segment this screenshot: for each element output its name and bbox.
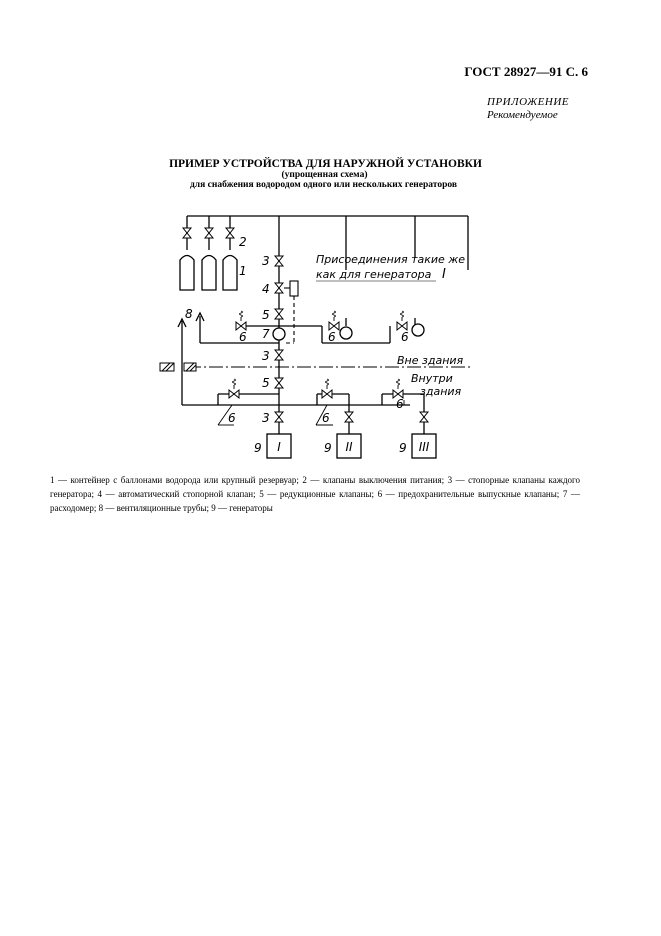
generator-valves [275, 412, 428, 422]
generator-2-label: II [345, 440, 353, 454]
relief-valves-lower [229, 379, 403, 398]
vent-pipe [178, 319, 186, 405]
label-2: 2 [239, 235, 247, 249]
label-6-c: 6 [401, 330, 409, 344]
label-9-c: 9 [399, 441, 407, 455]
inside-building-label-2: здания [420, 385, 462, 398]
figure-legend: 1 — контейнер с баллонами водорода или крупный резервуар; 2 — клапаны выключения питания; 3 — стопорные клапаны каждого генератора; 4 — автоматический стопорной клапан; 5 — редукционные клапаны; 6 — предохранительные выпускные клапаны; 7 — расходомер; 8 — вентиляционные трубы; 9 — генераторы [50, 475, 580, 513]
label-8: 8 [185, 307, 193, 321]
label-3-top: 3 [262, 254, 270, 268]
label-3-low: 3 [262, 411, 270, 425]
title-line-1: ПРИМЕР УСТРОЙСТВА ДЛЯ НАРУЖНОЙ УСТАНОВКИ [169, 158, 482, 170]
zone-labels [397, 354, 464, 398]
label-3-mid: 3 [262, 349, 270, 363]
label-6-b: 6 [328, 330, 336, 344]
label-6-e: 6 [322, 411, 330, 425]
cylinder-valves [183, 228, 234, 238]
title-line-2: (упрощенная схема) [281, 170, 368, 180]
generator-3-label: III [418, 440, 430, 454]
label-5-top: 5 [262, 308, 270, 322]
label-4: 4 [262, 282, 270, 296]
label-7: 7 [262, 327, 270, 341]
inside-building-label-1: Внутри [411, 372, 453, 385]
label-9-a: 9 [254, 441, 262, 455]
hydrogen-cylinders [180, 256, 237, 291]
flowmeter-row [196, 313, 415, 343]
note-roman: I [442, 267, 446, 282]
label-5-low: 5 [262, 376, 270, 390]
label-6-a: 6 [239, 330, 247, 344]
appendix-subtitle: Рекомендуемое [487, 109, 558, 121]
appendix-title: ПРИЛОЖЕНИЕ [487, 96, 569, 108]
note-line-2: как для генератора [316, 268, 432, 281]
auto-stop-actuator [284, 281, 298, 343]
connection-note [316, 253, 465, 282]
generator-1-label: I [277, 440, 281, 454]
outside-building-label: Вне здания [397, 354, 464, 367]
label-6-f: 6 [396, 397, 404, 411]
title-line-3: для снабжения водородом одного или нескольких генераторов [189, 180, 457, 190]
label-9-b: 9 [324, 441, 332, 455]
label-6-d: 6 [228, 411, 236, 425]
document-number: ГОСТ 28927—91 С. 6 [464, 64, 588, 79]
label-1: 1 [239, 264, 247, 278]
note-line-1: Присоединения такие же [316, 253, 465, 266]
